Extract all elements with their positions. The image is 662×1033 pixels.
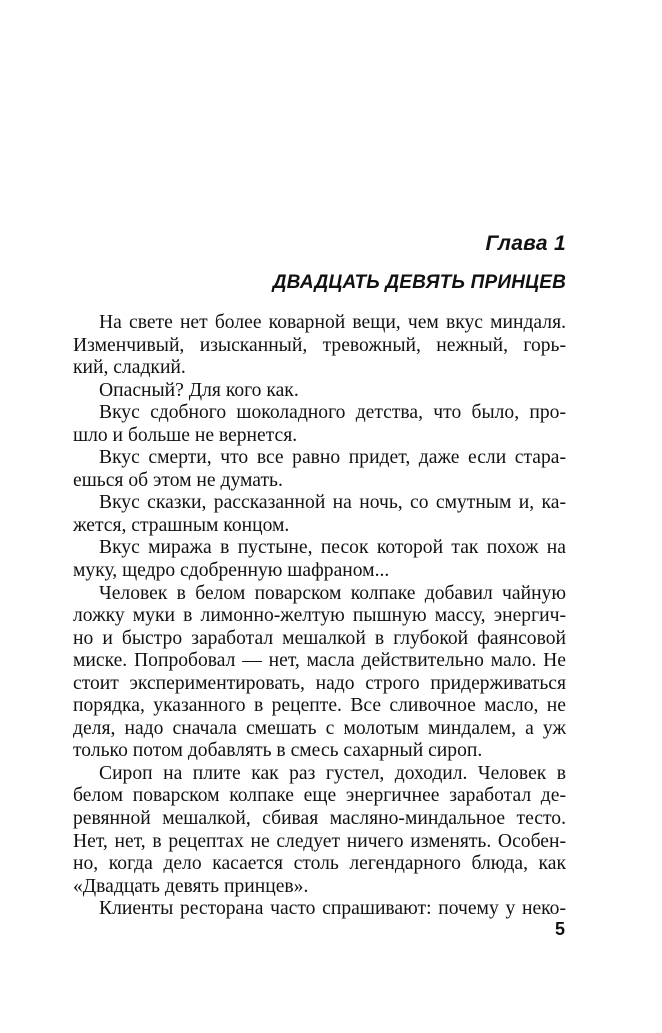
- chapter-number: Глава 1: [485, 232, 566, 255]
- text-line: На свете нет более коварной вещи, чем вкус миндаля.: [99, 312, 566, 333]
- text-line: Вкус сказки, рассказанной на ночь, со смутным и, ка-: [99, 492, 566, 514]
- text-line: жется, страшным концом.: [73, 514, 290, 536]
- text-line: ревянной мешалкой, сбивая масляно-миндальное тесто.: [73, 808, 566, 830]
- text-line: белом поварском колпаке еще энергичнее заработал де-: [73, 785, 566, 807]
- text-line: кий, сладкий.: [73, 357, 186, 379]
- text-line: «Двадцать девять принцев».: [73, 875, 309, 897]
- text-line: Сироп на плите как раз густел, доходил. Человек в: [99, 762, 566, 784]
- text-line: но, когда дело касается столь легендарного блюда, как: [73, 853, 566, 875]
- text-line: Человек в белом поварском колпаке добавил чайную: [99, 582, 566, 604]
- text-line: Клиенты ресторана часто спрашивают: почему у неко-: [99, 898, 566, 920]
- text-line: ешься об этом не думать.: [73, 469, 283, 491]
- text-line: только потом добавлять в смесь сахарный сироп.: [73, 740, 483, 762]
- text-line: Изменчивый, изысканный, тревожный, нежный, горь-: [73, 334, 566, 356]
- text-line: Вкус сдобного шоколадного детства, что было, про-: [99, 402, 566, 424]
- text-line: Вкус миража в пустыне, песок которой так похож на: [99, 537, 566, 559]
- text-line: Вкус смерти, что все равно придет, даже если стара-: [99, 447, 566, 469]
- text-line: Опасный? Для кого как.: [99, 379, 299, 401]
- chapter-title: ДВАДЦАТЬ ДЕВЯТЬ ПРИНЦЕВ: [272, 272, 566, 293]
- text-line: Нет, нет, в рецептах не следует ничего изменять. Особен-: [73, 830, 566, 852]
- page-number: 5: [554, 919, 565, 939]
- text-line: но и быстро заработал мешалкой в глубокой фаянсовой: [73, 627, 566, 649]
- text-line: порядка, указанного в рецепте. Все сливочное масло, не: [73, 695, 566, 717]
- text-line: деля, надо сначала смешать с молотым миндалем, а уж: [73, 717, 566, 739]
- text-line: миске. Попробовал — нет, масла действительно мало. Не: [73, 650, 566, 672]
- text-line: шло и больше не вернется.: [73, 424, 298, 446]
- text-line: муку, щедро сдобренную шафраном...: [73, 560, 390, 582]
- text-line: ложку муки в лимонно-желтую пышную массу, энергич-: [73, 605, 566, 627]
- text-line: стоит экспериментировать, надо строго придерживаться: [73, 672, 566, 694]
- chapter-body-text: [73, 312, 566, 921]
